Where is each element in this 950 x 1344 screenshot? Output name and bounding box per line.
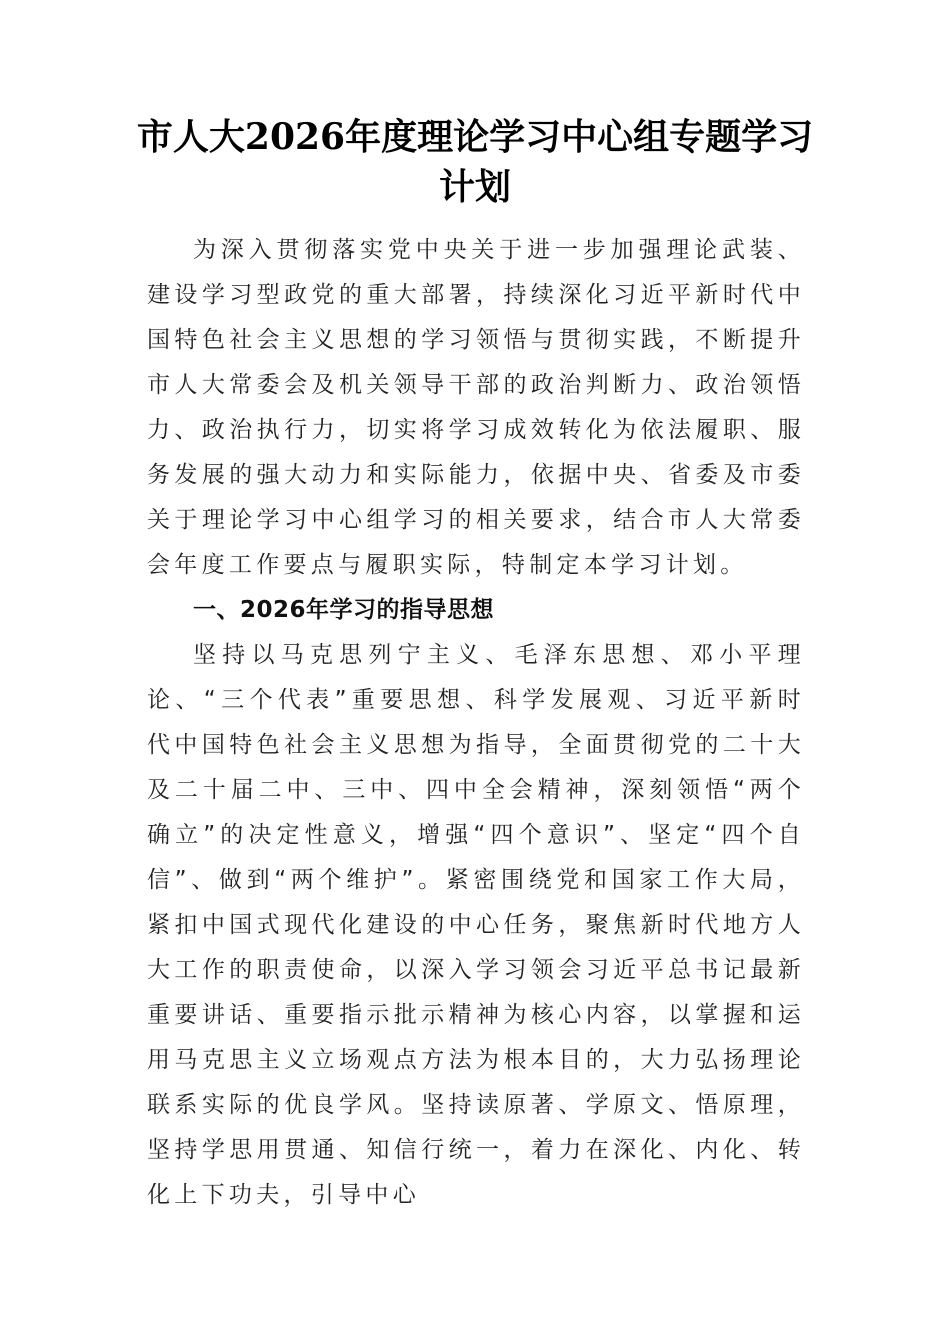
document-title: 市人大2026年度理论学习中心组专题学习计划 xyxy=(136,116,814,208)
guiding-thought-paragraph: 坚持以马克思列宁主义、毛泽东思想、邓小平理论、“三个代表”重要思想、科学发展观、习近平新时代中国特色社会主义思想为指导，全面贯彻党的二十大及二十届二中、三中、四中全会精神，深刻领悟“两个确立”的决定性意义，增强“四个意识”、坚定“四个自信”、做到“两个维护”。紧密围绕党和国家工作大局，紧扣中国式现代化建设的中心任务，聚焦新时代地方人大工作的职责使命，以深入学习领会习近平总书记最新重要讲话、重要指示批示精神为核心内容，以掌握和运用马克思主义立场观点方法为根本目的，大力弘扬理论联系实际的优良学风。坚持读原著、学原文、悟原理，坚持学思用贯通、知信行统一，着力在深化、内化、转化上下功夫，引导中心 xyxy=(147,642,805,1208)
section-heading-guiding-thought: 一、2026年学习的指导思想 xyxy=(193,597,495,623)
intro-paragraph: 为深入贯彻落实党中央关于进一步加强理论武装、建设学习型政党的重大部署，持续深化习近平新时代中国特色社会主义思想的学习领悟与贯彻实践，不断提升市人大常委会及机关领导干部的政治判断力、政治领悟力、政治执行力，切实将学习成效转化为依法履职、服务发展的强大动力和实际能力，依据中央、省委及市委关于理论学习中心组学习的相关要求，结合市人大常委会年度工作要点与履职实际，特制定本学习计划。 xyxy=(147,237,805,578)
document-body xyxy=(147,228,805,1218)
